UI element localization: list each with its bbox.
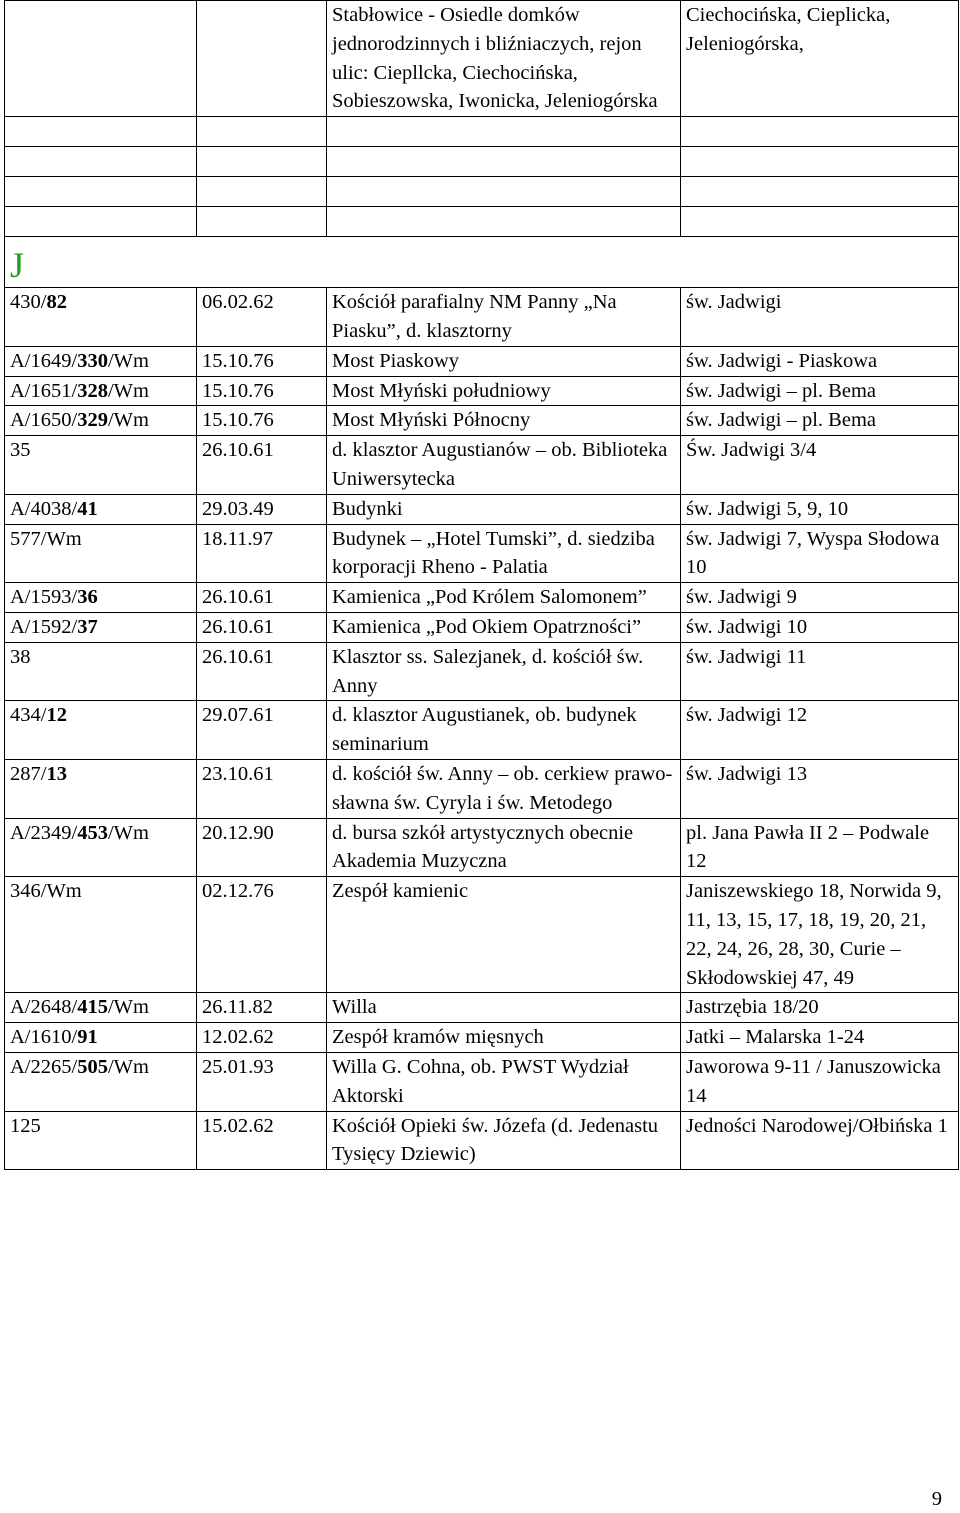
date-cell: 26.10.61 [197, 642, 327, 701]
register-prefix: A/1593/ [10, 586, 78, 609]
date-cell: 26.10.61 [197, 612, 327, 642]
register-number: 36 [77, 586, 98, 609]
object-name-cell: Willa [327, 993, 681, 1023]
table-row [5, 1, 959, 117]
address-cell: św. Jadwigi [681, 288, 959, 347]
register-prefix: A/4038/ [10, 497, 78, 520]
address-cell: św. Jadwigi 10 [681, 612, 959, 642]
register-suffix: /Wm [107, 349, 149, 372]
table-row [5, 612, 959, 642]
table-row [5, 583, 959, 613]
date-cell: 15.02.62 [197, 1111, 327, 1170]
object-name-cell: d. kościół św. Anny – ob. cerkiew prawo-sławna św. Cyryla i św. Metodego [327, 759, 681, 818]
register-number-cell [5, 993, 197, 1023]
register-number-cell [5, 1111, 197, 1170]
date-cell: 25.01.93 [197, 1052, 327, 1111]
address-cell: Jastrzębia 18/20 [681, 993, 959, 1023]
blank-row [5, 177, 959, 207]
register-number: 505 [77, 1055, 108, 1078]
object-name-cell: Kamienica „Pod Królem Salomonem” [327, 583, 681, 613]
blank-row [5, 207, 959, 237]
table-row [5, 346, 959, 376]
register-prefix: A/2349/ [10, 821, 78, 844]
table-row [5, 759, 959, 818]
object-name-cell: Zespół kramów mięsnych [327, 1023, 681, 1053]
register-suffix: /Wm [107, 379, 149, 402]
register-prefix: A/2648/ [10, 996, 78, 1019]
table-row [5, 701, 959, 760]
register-number: 41 [77, 497, 98, 520]
address-cell: św. Jadwigi 11 [681, 642, 959, 701]
date-cell: 15.10.76 [197, 376, 327, 406]
object-name-cell: Most Młyński Północny [327, 406, 681, 436]
register-prefix: A/1610/ [10, 1026, 78, 1049]
register-prefix: 434/ [10, 704, 47, 727]
register-suffix: /Wm [107, 821, 149, 844]
register-prefix: 287/ [10, 762, 47, 785]
register-prefix: 38 [10, 645, 31, 668]
date-cell: 23.10.61 [197, 759, 327, 818]
table-row [5, 1111, 959, 1170]
date-cell: 06.02.62 [197, 288, 327, 347]
table-row [5, 524, 959, 583]
date-cell: 02.12.76 [197, 877, 327, 993]
date-cell: 26.10.61 [197, 436, 327, 495]
register-number-cell [5, 406, 197, 436]
section-letter: J [10, 245, 25, 286]
register-number: 13 [46, 762, 67, 785]
blank-row [5, 147, 959, 177]
register-number-cell [5, 612, 197, 642]
address-cell: św. Jadwigi 9 [681, 583, 959, 613]
date-cell: 29.03.49 [197, 494, 327, 524]
register-number-cell [5, 494, 197, 524]
register-number: 82 [46, 291, 67, 314]
register-number-cell [5, 376, 197, 406]
register-number-cell [5, 288, 197, 347]
blank-row [5, 117, 959, 147]
object-name-cell: d. klasztor Augustianów – ob. Biblioteka Uniwersytecka [327, 436, 681, 495]
address-cell: św. Jadwigi – pl. Bema [681, 406, 959, 436]
register-suffix: /Wm [107, 409, 149, 432]
register-number: 328 [77, 379, 108, 402]
register-prefix: 430/ [10, 291, 47, 314]
table-row [5, 993, 959, 1023]
object-name-cell: d. bursa szkół artystycznych obecnie Akademia Muzyczna [327, 818, 681, 877]
address-cell: św. Jadwigi - Piaskowa [681, 346, 959, 376]
address-cell: Św. Jadwigi 3/4 [681, 436, 959, 495]
address-cell: Jatki – Malarska 1-24 [681, 1023, 959, 1053]
object-name-cell: Klasztor ss. Salezjanek, d. kościół św. Anny [327, 642, 681, 701]
table-row [5, 406, 959, 436]
register-prefix: 35 [10, 439, 31, 462]
date-cell: 20.12.90 [197, 818, 327, 877]
register-number-cell [5, 642, 197, 701]
register-prefix: 125 [10, 1114, 41, 1137]
register-number: 91 [77, 1026, 98, 1049]
date-cell: 26.11.82 [197, 993, 327, 1023]
address-cell: św. Jadwigi 5, 9, 10 [681, 494, 959, 524]
register-number-cell [5, 436, 197, 495]
register-number-cell [5, 524, 197, 583]
object-name-cell: Willa G. Cohna, ob. PWST Wydział Aktorski [327, 1052, 681, 1111]
register-number: 330 [77, 349, 108, 372]
address-cell: św. Jadwigi – pl. Bema [681, 376, 959, 406]
register-number-cell [5, 346, 197, 376]
address-cell: Jedności Narodowej/Ołbińska 1 [681, 1111, 959, 1170]
address-cell: Jaworowa 9-11 / Januszowicka 14 [681, 1052, 959, 1111]
table-row [5, 1052, 959, 1111]
register-prefix: 346/Wm [10, 880, 82, 903]
section-letter-cell [5, 237, 959, 288]
register-prefix: A/1651/ [10, 379, 78, 402]
register-suffix: /Wm [107, 996, 149, 1019]
object-name-cell: Kościół Opieki św. Józefa (d. Jedenastu Tysięcy Dziewic) [327, 1111, 681, 1170]
register-number: 329 [77, 409, 108, 432]
table-row [5, 642, 959, 701]
register-prefix: 577/Wm [10, 527, 82, 550]
object-name-cell: Budynki [327, 494, 681, 524]
register-number: 37 [77, 615, 98, 638]
table-row [5, 877, 959, 993]
page-number: 9 [931, 1488, 942, 1510]
register-number-cell [5, 583, 197, 613]
date-cell: 15.10.76 [197, 406, 327, 436]
register-number-cell [5, 1052, 197, 1111]
object-name-cell: Stabłowice - Osiedle domków jednorodzinnych i bliźniaczych, rejon ulic: Ciepllcka, Ciechocińska, Sobieszowska, Iwonicka, Jeleniogórska [327, 1, 681, 117]
address-cell: św. Jadwigi 7, Wyspa Słodowa 10 [681, 524, 959, 583]
object-name-cell: Kościół parafialny NM Panny „Na Piasku”, d. klasztorny [327, 288, 681, 347]
register-number-cell [5, 759, 197, 818]
register-number-cell [5, 1023, 197, 1053]
table-row [5, 436, 959, 495]
register-number: 453 [77, 821, 108, 844]
address-cell: św. Jadwigi 13 [681, 759, 959, 818]
register-number: 12 [46, 704, 67, 727]
object-name-cell: d. klasztor Augustianek, ob. budynek seminarium [327, 701, 681, 760]
address-cell: Janiszewskiego 18, Norwida 9, 11, 13, 15, 17, 18, 19, 20, 21, 22, 24, 26, 28, 30, Curie – Skłodowskiej 47, 49 [681, 877, 959, 993]
register-number-cell [5, 818, 197, 877]
address-cell: św. Jadwigi 12 [681, 701, 959, 760]
date-cell: 12.02.62 [197, 1023, 327, 1053]
register-number-cell [5, 877, 197, 993]
address-cell: Ciechocińska, Cieplicka, Jeleniogórska, [681, 1, 959, 117]
register-number-cell [5, 701, 197, 760]
register-prefix: A/2265/ [10, 1055, 78, 1078]
table-row [5, 376, 959, 406]
date-cell [197, 1, 327, 117]
address-cell: pl. Jana Pawła II 2 – Podwale 12 [681, 818, 959, 877]
section-header-row [5, 237, 959, 288]
date-cell: 29.07.61 [197, 701, 327, 760]
object-name-cell: Most Młyński południowy [327, 376, 681, 406]
date-cell: 26.10.61 [197, 583, 327, 613]
register-number: 415 [77, 996, 108, 1019]
date-cell: 15.10.76 [197, 346, 327, 376]
object-name-cell: Zespół kamienic [327, 877, 681, 993]
object-name-cell: Kamienica „Pod Okiem Opatrzności” [327, 612, 681, 642]
register-prefix: A/1592/ [10, 615, 78, 638]
register-prefix: A/1650/ [10, 409, 78, 432]
table-row [5, 494, 959, 524]
table-row [5, 818, 959, 877]
table-row [5, 1023, 959, 1053]
register-number-cell [5, 1, 197, 117]
monument-register-table [4, 0, 959, 1170]
register-suffix: /Wm [107, 1055, 149, 1078]
register-prefix: A/1649/ [10, 349, 78, 372]
table-row [5, 288, 959, 347]
date-cell: 18.11.97 [197, 524, 327, 583]
object-name-cell: Most Piaskowy [327, 346, 681, 376]
object-name-cell: Budynek – „Hotel Tumski”, d. siedziba korporacji Rheno - Palatia [327, 524, 681, 583]
